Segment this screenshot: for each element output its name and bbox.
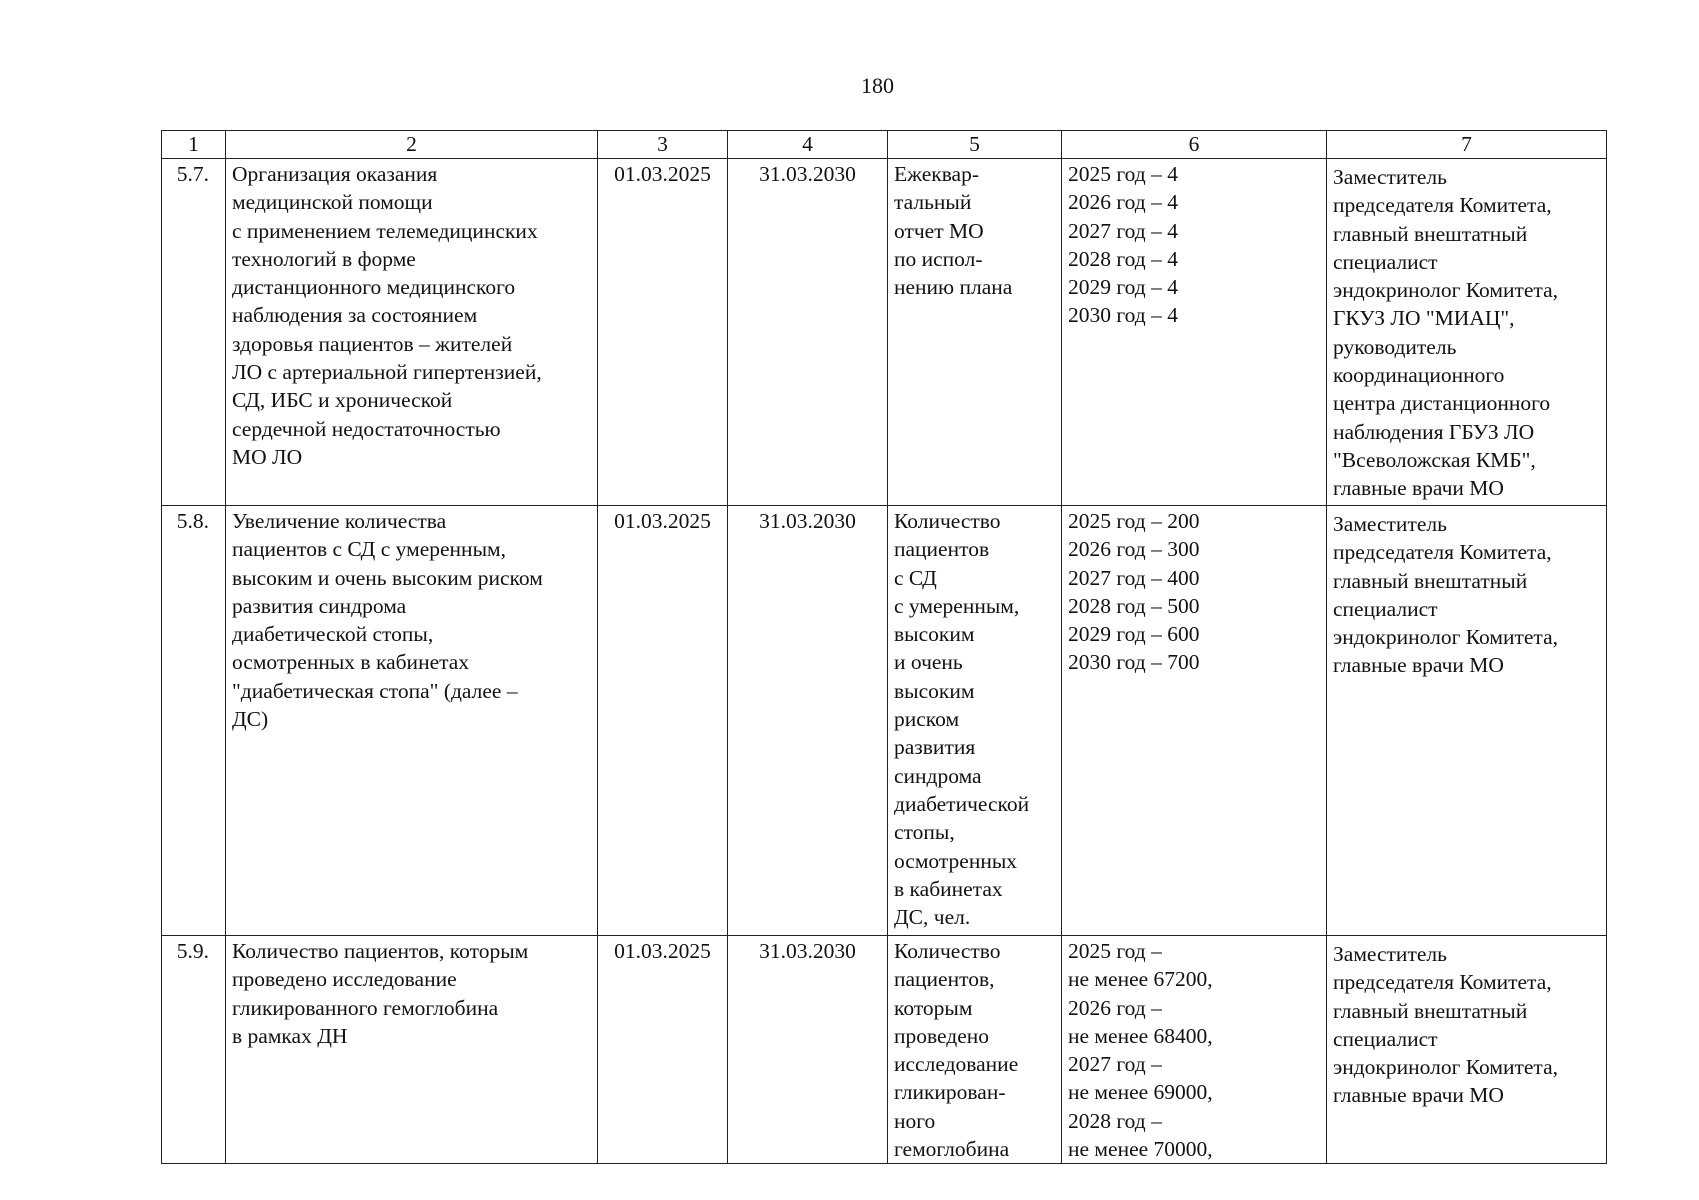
column-header: 3 — [598, 131, 728, 159]
plan-table — [161, 130, 1607, 1164]
column-header: 5 — [888, 131, 1062, 159]
indicator: Ежеквар- тальный отчет МО по испол- нению плана — [888, 159, 1062, 506]
page-number: 180 — [861, 73, 894, 98]
target-values: 2025 год – 200 2026 год – 300 2027 год – 400 2028 год – 500 2029 год – 600 2030 год – 700 — [1062, 506, 1327, 936]
item-number: 5.8. — [162, 506, 226, 936]
table-row — [162, 159, 1607, 506]
item-name: Увеличение количества пациентов с СД с умеренным, высоким и очень высоким риском развития синдрома диабетической стопы, осмотренных в кабинетах "диабетическая стопа" (далее – ДС) — [226, 506, 598, 936]
indicator: Количество пациентов, которым проведено исследование гликирован- ного гемоглобина — [888, 936, 1062, 1164]
item-name: Организация оказания медицинской помощи с применением телемедицинских технологий в форме дистанционного медицинского наблюдения за состоянием здоровья пациентов – жителей ЛО с артериальной гипертензией, СД, ИБС и хронической сердечной недостаточностью МО ЛО — [226, 159, 598, 506]
start-date: 01.03.2025 — [598, 506, 728, 936]
start-date: 01.03.2025 — [598, 159, 728, 506]
item-name: Количество пациентов, которым проведено исследование гликированного гемоглобина в рамках ДН — [226, 936, 598, 1164]
end-date: 31.03.2030 — [728, 159, 888, 506]
column-header: 6 — [1062, 131, 1327, 159]
end-date: 31.03.2030 — [728, 936, 888, 1164]
indicator: Количество пациентов с СД с умеренным, высоким и очень высоким риском развития синдрома диабетической стопы, осмотренных в кабинетах ДС, чел. — [888, 506, 1062, 936]
table-row — [162, 506, 1607, 936]
target-values: 2025 год – не менее 67200, 2026 год – не менее 68400, 2027 год – не менее 69000, 2028 год – не менее 70000, — [1062, 936, 1327, 1164]
table-header-row — [162, 131, 1607, 159]
column-header: 7 — [1327, 131, 1607, 159]
table-row — [162, 936, 1607, 1164]
column-header: 1 — [162, 131, 226, 159]
target-values: 2025 год – 4 2026 год – 4 2027 год – 4 2028 год – 4 2029 год – 4 2030 год – 4 — [1062, 159, 1327, 506]
item-number: 5.9. — [162, 936, 226, 1164]
column-header: 4 — [728, 131, 888, 159]
start-date: 01.03.2025 — [598, 936, 728, 1164]
item-number: 5.7. — [162, 159, 226, 506]
end-date: 31.03.2030 — [728, 506, 888, 936]
responsible: Заместитель председателя Комитета, главный внештатный специалист эндокринолог Комитета, ГКУЗ ЛО "МИАЦ", руководитель координационного центра дистанционного наблюдения ГБУЗ ЛО "Всеволожская КМБ", главные врачи МО — [1327, 159, 1607, 506]
responsible: Заместитель председателя Комитета, главный внештатный специалист эндокринолог Комитета, главные врачи МО — [1327, 936, 1607, 1164]
responsible: Заместитель председателя Комитета, главный внештатный специалист эндокринолог Комитета, главные врачи МО — [1327, 506, 1607, 936]
column-header: 2 — [226, 131, 598, 159]
